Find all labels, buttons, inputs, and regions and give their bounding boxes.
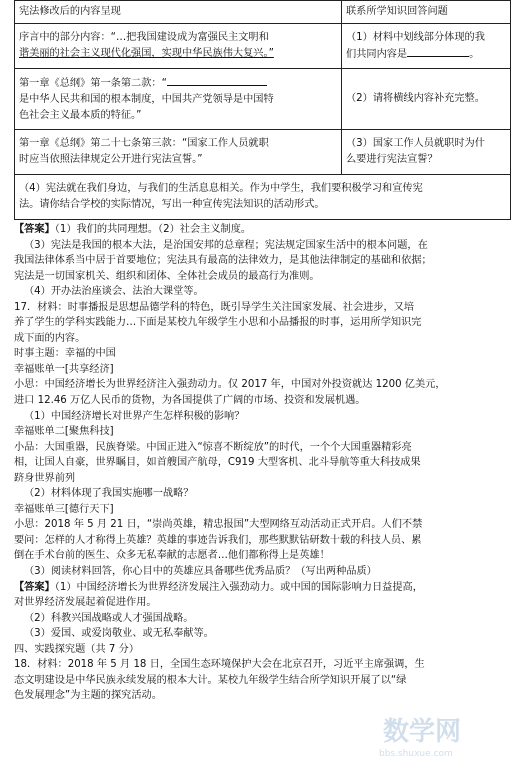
text-line [14, 222, 511, 238]
row1-right-line: （1）材料中划线部分体现的我 [346, 31, 485, 43]
text-line: 幸福账单一[共享经济] [14, 363, 114, 375]
row4-line: 法。请你结合学校的实际情况，写出一种宣传宪法知识的活动形式。 [19, 199, 325, 210]
answer-label: 【答案】 [14, 224, 55, 235]
text-line: （3）爱国、或爱岗敬业、或无私奉献等。 [24, 628, 214, 640]
row1-right-text: 。 [469, 48, 480, 60]
watermark-sub: bbs.shuxue.com [379, 749, 453, 759]
table-row [15, 130, 511, 175]
row2-right: （2）请将横线内容补充完整。 [342, 69, 511, 130]
text-line [14, 580, 511, 596]
table-row [15, 24, 511, 69]
text-line: （4）开办法治座谈会、法治大课堂等。 [24, 286, 204, 298]
text-line: 成下面的内容。 [14, 332, 86, 344]
text-line: 对世界经济发展起着促进作用。 [14, 597, 157, 609]
answer-label: 【答案】 [14, 581, 55, 593]
table-header-row [15, 1, 511, 24]
text-line: 要问：怎样的人才称得上英雄？英雄的事迹告诉我们，那些默默钻研数十载的科技人员、累 [14, 534, 422, 546]
watermark-text: 数学网 [383, 717, 462, 747]
text-line: （2）科教兴国战略或人才强国战略。 [24, 612, 194, 624]
table-row [15, 69, 511, 130]
row4-cell [15, 175, 511, 220]
text-line: 幸福账单三[德行天下] [14, 503, 114, 515]
question-table [14, 0, 511, 220]
text-line: 四、实践探究题（共 7 分） [14, 643, 140, 655]
row1-left [15, 24, 342, 69]
text-line: （3）宪法是我国的根本大法，是治国安邦的总章程；宪法规定国家生活中的根本问题，在 [24, 239, 428, 251]
text-line: 小品：大国重器，民族脊梁。中国正进入“惊喜不断绽放”的时代，一个个大国重器精彩亮 [14, 441, 412, 453]
row3-left-line: 时应当依照法律规定公开进行宪法宣誓。” [19, 154, 203, 165]
table-row [15, 175, 511, 220]
row2-left [15, 69, 342, 130]
text-line: 养了学生的学科实践能力…下面是某校九年级学生小思和小品播报的时事，运用所学知识完 [14, 317, 422, 329]
text-line: 态文明建设是中华民族永续发展的根本大计。某校九年级学生结合所学知识开展了以“绿 [14, 674, 407, 686]
row3-right-line: 么要进行宪法宣誓？ [346, 154, 438, 165]
row2-left-line: 是中华人民共和国的根本制度，中国共产党领导是中国特 [19, 93, 274, 105]
text-line: （3）阅读材料回答，你心目中的英雄应具备哪些优秀品质？（写出两种品质） [24, 566, 377, 578]
row1-right [342, 24, 511, 69]
text-line: 幸福账单二[聚焦科技] [14, 426, 114, 438]
text-line: 相，让国人自豪，世界瞩目，如首艘国产航母，C919 大型客机、北斗导航等重大科技成果 [14, 457, 421, 469]
document-page [14, 0, 511, 704]
row1-left-line: 谐美丽的社会主义现代化强国，实现中华民族伟大复兴。” [19, 48, 274, 59]
answer-text: （1）中国经济增长为世界经济发展注入强劲动力。或中国的国际影响力日益提高， [54, 581, 423, 593]
text-line: 时事主题：幸福的中国 [14, 348, 116, 360]
text-line: 18．材料：2018 年 5 月 18 日，全国生态环境保护大会在北京召开，习近平主席强调，生 [14, 659, 425, 671]
text-line: 倒在手术台前的医生、众多无私奉献的志愿者…他们都称得上是英雄！ [14, 550, 330, 562]
document-body [14, 222, 511, 704]
text-line: 宪法是一切国家机关、组织和团体、全体社会成员的最高行为准则。 [14, 270, 320, 282]
text-line: 小思：中国经济增长为世界经济注入强劲动力。仅 2017 年，中国对外投资就达 1200 亿美元， [14, 379, 446, 391]
fill-blank[interactable] [167, 75, 267, 86]
text-line: 色发展理念”为主题的探究活动。 [14, 690, 162, 702]
text-line: 我国法律体系当中居于首要地位；宪法具有最高的法律效力，是其他法律制定的基础和依据； [14, 255, 432, 267]
answer-blank[interactable] [407, 46, 469, 57]
row3-left-line: 第一章《总纲》第二十七条第三款：“国家工作人员就职 [19, 138, 269, 149]
row2-left-line: 色社会主义最本质的特征。” [19, 109, 142, 121]
text-line: 小思：2018 年 5 月 21 日，“崇尚英雄，精忠报国”大型网络互动活动正式开启。人们不禁 [14, 519, 423, 531]
row1-right-text: 共同 [356, 48, 377, 60]
text-line: 17．材料：时事播报是思想品德学科的特色，既引导学生关注国家发展、社会进步，又培 [14, 301, 415, 313]
table-header-right: 联系所学知识回答问题 [342, 1, 511, 24]
watermark-logo [313, 702, 513, 762]
table-header-left: 宪法修改后的内容呈现 [15, 1, 342, 24]
row3-right [342, 130, 511, 175]
row1-left-line: 序言中的部分内容：“…把我国建设成为富强民主文明和 [19, 32, 269, 43]
row4-line: （4）宪法就在我们身边，与我们的生活息息相关。作为中学生，我们要积极学习和宣传宪 [19, 183, 423, 194]
row1-right-text: 内容是 [376, 48, 408, 60]
answer-text: （1）我们的共同理想。（2）社会主义制度。 [54, 224, 252, 235]
text-line: 跻身世界前列 [14, 472, 76, 484]
text-line: （1）中国经济增长对世界产生怎样积极的影响？ [24, 410, 245, 422]
row1-right-text: 们 [346, 48, 357, 60]
row2-left-text: 第一章《总纲》第一条第二款：“ [19, 77, 167, 89]
text-line: 进口 12.46 万亿人民币的货物，为各国提供了广阔的市场、投资和发展机遇。 [14, 395, 366, 407]
row2-left-line [19, 75, 337, 92]
row1-right-line [346, 46, 506, 63]
text-line: （2）材料体现了我国实施哪一战略？ [24, 488, 194, 500]
row3-right-line: （3）国家工作人员就职时为什 [346, 138, 485, 149]
row3-left [15, 130, 342, 175]
